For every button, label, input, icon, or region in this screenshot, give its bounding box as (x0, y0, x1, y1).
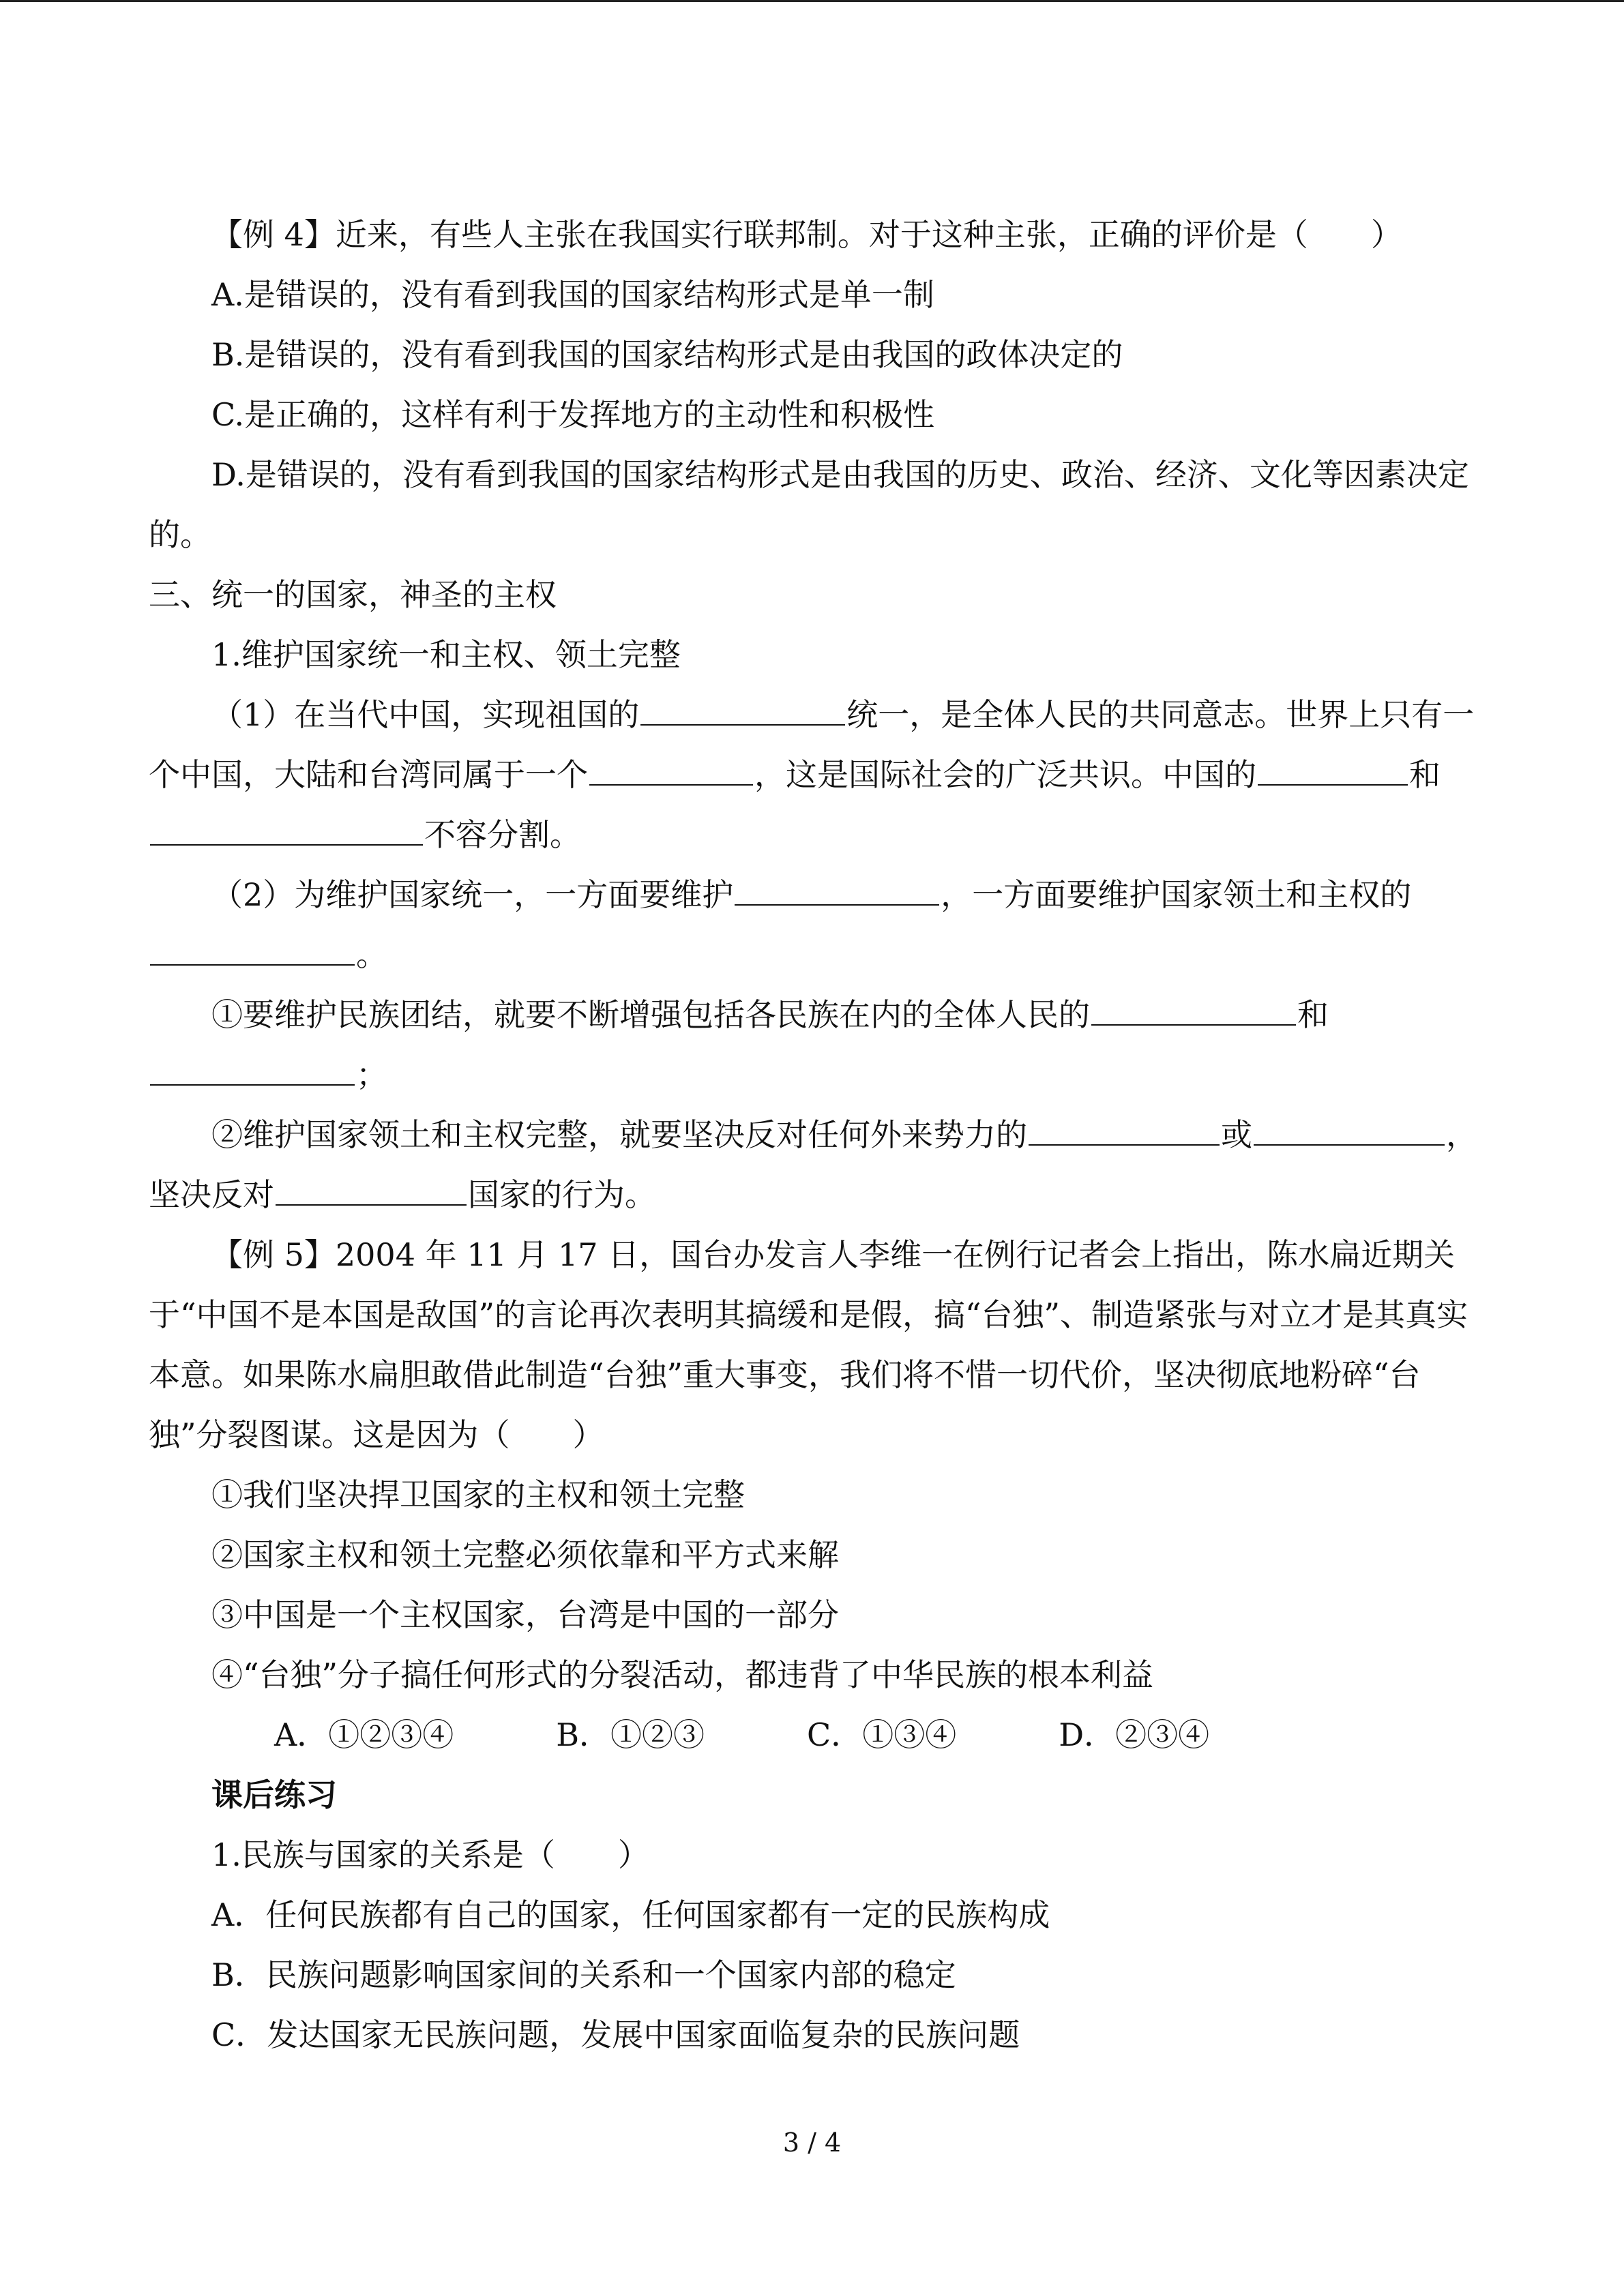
fill-text: ，这是国际社会的广泛共识。中国的 (754, 756, 1256, 793)
example4-option-d: D.是错误的，没有看到我国的国家结构形式是由我国的历史、政治、经济、文化等因素决定的。 (149, 456, 1469, 553)
fill-text: 不容分割。 (424, 816, 581, 853)
practice-q1-stem: 1.民族与国家的关系是（ ） (211, 1836, 649, 1873)
fill-paragraph-2 (149, 865, 1479, 985)
document-body (149, 205, 1479, 2065)
answer-blank[interactable] (735, 865, 939, 906)
example4-option-a: A.是错误的，没有看到我国的国家结构形式是单一制 (211, 276, 934, 313)
choice-d: D．②③④ (1059, 1716, 1210, 1753)
fill-text: 和 (1409, 756, 1441, 793)
example5-item-1: ①我们坚决捍卫国家的主权和领土完整 (211, 1476, 745, 1513)
fill-text: （1）在当代中国，实现祖国的 (211, 696, 640, 733)
example5-item-4: ④“台独”分子搞任何形式的分裂活动，都违背了中华民族的根本利益 (211, 1656, 1154, 1693)
fill-text: ②维护国家领土和主权完整，就要坚决反对任何外来势力的 (211, 1116, 1027, 1153)
practice-q1-option-a: A．任何民族都有自己的国家，任何国家都有一定的民族构成 (211, 1896, 1050, 1933)
practice-q1-option-b: B．民族问题影响国家间的关系和一个国家内部的稳定 (211, 1956, 956, 1993)
choice-b: B．①②③ (556, 1716, 705, 1753)
fill-paragraph-3 (149, 985, 1479, 1105)
fill-text: ； (356, 1056, 387, 1093)
answer-blank[interactable] (640, 685, 845, 726)
answer-blank[interactable] (150, 925, 355, 966)
example5-stem: 【例 5】2004 年 11 月 17 日，国台办发言人李维一在例行记者会上指出，陈水扁近期关于“中国不是本国是敌国”的言论再次表明其搞缓和是假，搞“台独”、制造紧张与对立才是其真实本意。如果陈水扁胆敢借此制造“台独”重大事变，我们将不惜一切代价，坚决彻底地粉碎“台独”分裂图谋。这是因为（ ） (149, 1236, 1468, 1453)
example5-choices (149, 1705, 1479, 1765)
fill-text: 统一，是全体人民的共同意志。世界上只有一个中国，大陆和台湾同属于一个 (149, 696, 1475, 793)
answer-blank[interactable] (1029, 1105, 1220, 1146)
answer-blank[interactable] (150, 1045, 355, 1086)
section3-subheading: 1.维护国家统一和主权、领土完整 (211, 636, 681, 673)
answer-blank[interactable] (276, 1165, 467, 1206)
answer-blank[interactable] (1258, 745, 1408, 786)
fill-text: 国家的行为。 (468, 1176, 656, 1213)
fill-text: 。 (356, 936, 387, 973)
top-border (0, 0, 1624, 2)
fill-paragraph-1 (149, 685, 1479, 865)
example4-option-b: B.是错误的，没有看到我国的国家结构形式是由我国的政体决定的 (211, 336, 1123, 373)
example4-option-c: C.是正确的，这样有利于发挥地方的主动性和积极性 (211, 396, 935, 433)
section3-heading: 三、统一的国家，神圣的主权 (149, 576, 557, 613)
choice-a: A．①②③④ (274, 1716, 454, 1753)
answer-blank[interactable] (150, 805, 423, 846)
fill-text: ，坚决反对 (149, 1116, 1477, 1213)
page-number: 3 / 4 (782, 2128, 842, 2158)
example5-item-2: ②国家主权和领土完整必须依靠和平方式来解 (211, 1536, 839, 1573)
fill-text: 和 (1297, 996, 1329, 1033)
answer-blank[interactable] (589, 745, 753, 786)
answer-blank[interactable] (1254, 1105, 1445, 1146)
practice-heading: 课后练习 (211, 1776, 337, 1813)
example5-item-3: ③中国是一个主权国家，台湾是中国的一部分 (211, 1596, 839, 1633)
fill-text: 或 (1221, 1116, 1252, 1153)
fill-text: ，一方面要维护国家领土和主权的 (941, 876, 1412, 913)
practice-q1-option-c: C．发达国家无民族问题，发展中国家面临复杂的民族问题 (211, 2016, 1020, 2053)
fill-paragraph-4 (149, 1105, 1479, 1225)
fill-text: ①要维护民族团结，就要不断增强包括各民族在内的全体人民的 (211, 996, 1090, 1033)
example4-stem: 【例 4】近来，有些人主张在我国实行联邦制。对于这种主张，正确的评价是（ ） (211, 216, 1402, 253)
fill-text: （2）为维护国家统一，一方面要维护 (211, 876, 734, 913)
choice-c: C．①③④ (807, 1716, 957, 1753)
answer-blank[interactable] (1091, 985, 1296, 1026)
